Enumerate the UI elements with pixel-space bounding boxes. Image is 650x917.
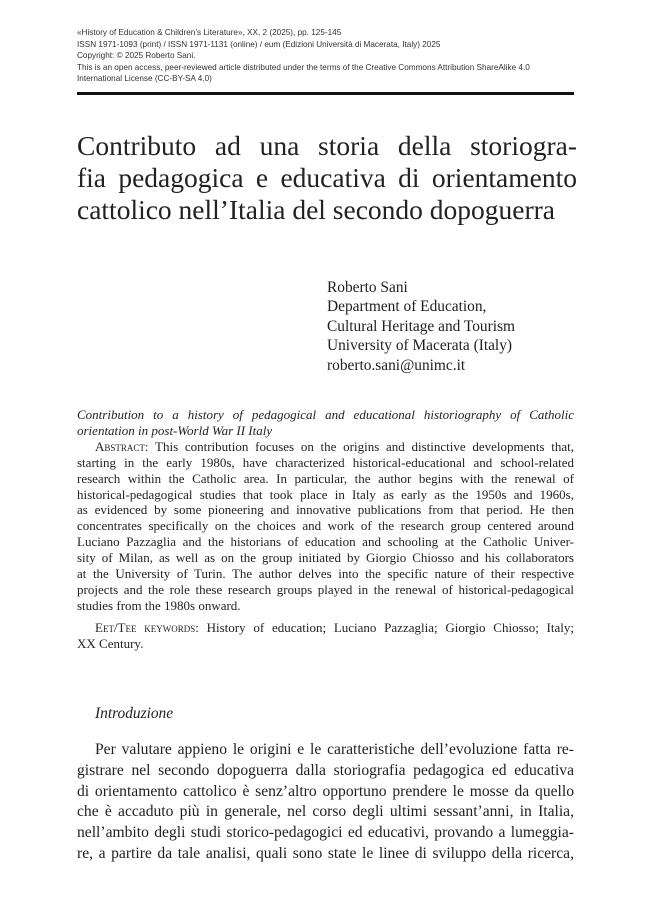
keywords-line [77,620,574,636]
abstract-label: Abstract: [95,438,149,454]
section-heading: Introduzione [95,705,174,722]
abstract-first-line: This contribution focuses on the origins and distinctive developments that, [155,438,575,454]
abstract-line: projects and the role these research groups played in the renewal of historical-pedagogical [77,581,574,597]
body-text [77,740,574,865]
abstract-line: starting in the early 1980s, have characterized historical-educational and school-related [77,454,574,470]
body-line: gistrare nel secondo dopoguerra dalla storiografia pedagogica ed educativa [77,761,574,779]
header-license-line-2: International License (CC-BY-SA 4.0) [77,74,212,84]
author-name: Roberto Sani [327,279,408,296]
english-title-line-2: orientation in post-World War II Italy [77,422,273,438]
article-title [77,130,577,226]
header-copyright: Copyright: © 2025 Roberto Sani. [77,51,196,61]
abstract-line: as evidenced by some pioneering and innovative publications from that period. He then [77,502,574,518]
keywords-label: Eet/Tee keywords: [95,619,199,635]
title-line-3: cattolico nell’Italia del secondo dopoguerra [77,194,556,225]
abstract-line: Luciano Pazzaglia and the historians of education and schooling at the Catholic Univer- [77,534,574,550]
english-title-line-1: Contribution to a history of pedagogical and educational historiography of Catholic [77,407,574,422]
author-block [327,278,587,375]
author-affiliation-line-3: University of Macerata (Italy) [327,337,513,355]
author-affiliation-line-1: Department of Education, [327,298,487,316]
abstract-line: at the University of Turin. The author delves into the specific nature of their respective [77,566,574,582]
abstract-line: sity of Milan, as well as on the group initiated by Giorgio Chiosso and his collaborators [77,550,574,566]
header-license-line-1: This is an open access, peer-reviewed article distributed under the terms of the Creative Commons Attribution ShareAlike 4.0 [77,62,530,72]
author-email[interactable]: roberto.sani@unimc.it [327,356,466,374]
title-line-1: Contributo ad una storia della storiogra- [77,130,577,161]
abstract-line: research within the Catholic area. In particular, the author begins with the renewal of [77,470,574,486]
title-line-2: fia pedagogica e educativa di orientamento [77,162,577,193]
body-line: che è accaduto più in generale, nel corso degli ultimi sessant’anni, in Italia, [77,803,574,821]
abstract-line [77,439,574,455]
abstract-line: concentrates specifically on the choices and work of the research group centered around [77,518,574,534]
header-citation: «History of Education & Children’s Literature», XX, 2 (2025), pp. 125-145 [77,28,342,37]
body-line: Per valutare appieno le origini e le caratteristiche dell’evoluzione fatta re- [95,741,574,758]
author-affiliation-line-2: Cultural Heritage and Tourism [327,317,515,335]
body-line: re, a partire da tale analisi, quali sono state le linee di sviluppo della ricerca, [77,844,574,862]
header-issn: ISSN 1971-1093 (print) / ISSN 1971-1131 (online) / eum (Edizioni Università di Macerata, Italy) 2025 [77,39,441,49]
journal-header [77,27,577,85]
body-line: nell’ambito degli studi storico-pedagogici ed educativi, provando a lumeggia- [77,824,574,842]
abstract-line: studies from the 1980s onward. [77,597,241,613]
header-rule [77,92,574,95]
body-line: di orientamento cattolico è senz’altro opportuno prendere le mosse da quello [77,782,574,800]
abstract-block [77,407,574,652]
keywords-first-line: History of education; Luciano Pazzaglia; Giorgio Chiosso; Italy; [206,619,574,635]
abstract-line: historical-pedagogical studies that took place in Italy as early as the 1950s and 1960s, [77,486,574,502]
keywords-last-line: XX Century. [77,635,144,651]
